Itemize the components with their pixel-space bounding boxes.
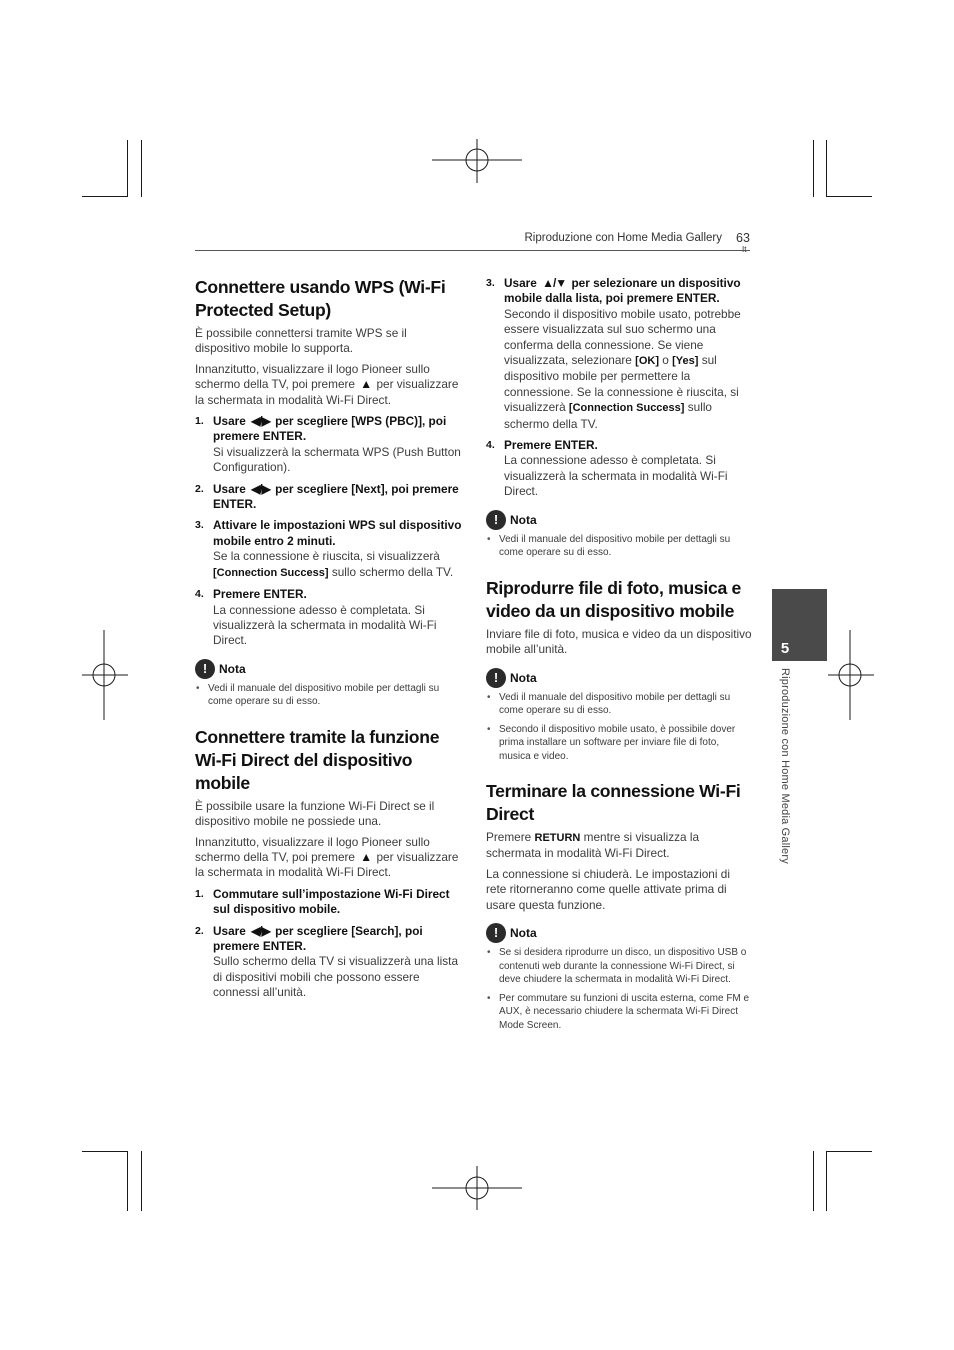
ui-label: [Connection Success] [568,402,685,415]
running-title: Riproduzione con Home Media Gallery [524,232,722,244]
paragraph: È possibile connettersi tramite WPS se il dispositivo mobile lo supporta. [195,326,407,356]
registration-mark-left [80,628,130,722]
note-item: • Secondo il dispositivo mobile usato, è possibile dover prima installare un software per inviare file di foto, musica e video. [499,723,752,764]
section-title: Connettere tramite la funzione Wi-Fi Direct del dispositivo mobile [195,726,440,793]
section-wps [195,276,463,709]
paragraph: È possibile usare la funzione Wi-Fi Direct se il dispositivo mobile ne possiede una. [195,798,435,829]
registration-mark-right [826,628,876,722]
chapter-side-label: Riproduzione con Home Media Gallery [779,668,791,864]
paragraph: Innanzitutto, visualizzare il logo Pioneer sullo schermo della TV, poi premere ▲ per visualizzare la schermata in modalità Wi-Fi Direct. [195,361,459,407]
section-end [486,780,752,1032]
note-heading: ! Nota [195,659,463,679]
section-wifi-direct [195,726,463,1001]
step-item: 3. Attivare le impostazioni WPS sul dispositivo mobile entro 2 minuti. Se la connessione è riuscita, si visualizzerà [Connection Success] sullo schermo della TV. [195,518,462,579]
arrow-left-right-icon: ◀/▶ [251,414,270,429]
step-item: 1. Commutare sull’impostazione Wi-Fi Direct sul dispositivo mobile. [195,886,450,917]
registration-mark-bottom [430,1164,524,1212]
step-item: 2. Usare ◀/▶ per scegliere [Search], poi premere ENTER. Sullo schermo della TV si visualizzerà una lista di dispositivi mobili che possono essere connessi all’unità. [195,923,459,1000]
note-item: • Per commutare su funzioni di uscita esterna, come FM e AUX, è necessario chiudere la schermata Wi-Fi Direct Mode Screen. [499,992,752,1033]
ui-label: [Connection Success] [213,566,329,579]
return-key-label: RETURN [534,832,581,844]
step-item: 4. Premere ENTER. La connessione adesso è completata. Si visualizzerà la schermata in modalità Wi-Fi Direct. [486,438,728,499]
note-heading: ! Nota [486,668,752,688]
note-list [486,946,752,1032]
step-item: 3. Usare ▲/▼ per selezionare un dispositivo mobile dalla lista, poi premere ENTER. Secondo il dispositivo mobile usato, potrebbe essere visualizzata sul suo schermo una conferma della connessione. Se viene visualizzata, selezionare [OK] o [Yes] sul dispositivo mobile per permettere la connessione. Se la connessione è riuscita, si visualizzerà [Connection Success] sullo schermo della TV. [486,276,741,431]
ui-label: [OK] [635,355,659,368]
arrow-left-right-icon: ◀/▶ [251,481,270,496]
paragraph: La connessione si chiuderà. Le impostazioni di rete ritorneranno come quelle attivate prima di usare questa funzione. [486,866,730,912]
arrow-up-down-icon: ▲/▼ [542,276,567,290]
arrow-left-right-icon: ◀/▶ [251,923,270,938]
section-play [486,577,752,763]
arrow-up-icon: ▲ [360,849,372,864]
exclamation-icon: ! [486,510,506,530]
exclamation-icon: ! [486,923,506,943]
note-item: • Vedi il manuale del dispositivo mobile per dettagli su come operare su di esso. [499,691,752,718]
note-item: • Se si desidera riprodurre un disco, un dispositivo USB o contenuti web durante la connessione Wi-Fi Direct, si deve chiudere la schermata in modalità Wi-Fi Direct. [499,946,752,987]
left-column [195,276,463,1005]
paragraph: Innanzitutto, visualizzare il logo Pioneer sullo schermo della TV, poi premere ▲ per visualizzare la schermata in modalità Wi-Fi Direct. [195,834,459,880]
header-rule [195,250,750,251]
note-heading: ! Nota [486,510,752,530]
paragraph: Premere RETURN mentre si visualizza la schermata in modalità Wi-Fi Direct. [486,830,700,861]
note-list [195,682,463,709]
page-number: 63 [736,231,750,245]
registration-mark-top [430,137,524,185]
note-list [486,691,752,764]
ui-label: [Yes] [672,355,699,368]
step-item: 1. Usare ◀/▶ per scegliere [WPS (PBC)], poi premere ENTER. Si visualizzerà la schermata WPS (Push Button Configuration). [195,414,461,475]
note-item: • Vedi il manuale del dispositivo mobile per dettagli su come operare su di esso. [208,682,463,709]
right-column [486,276,752,1037]
arrow-up-icon: ▲ [360,377,372,392]
step-item: 2. Usare ◀/▶ per scegliere [Next], poi premere ENTER. [195,481,459,512]
section-title: Riprodurre file di foto, musica e video da un dispositivo mobile [486,577,742,621]
exclamation-icon: ! [486,668,506,688]
section-title: Connettere usando WPS (Wi-Fi Protected Setup) [195,277,446,320]
exclamation-icon: ! [195,659,215,679]
chapter-tab [772,589,827,661]
section-title: Terminare la connessione Wi-Fi Direct [486,781,741,824]
chapter-number: 5 [780,640,790,657]
note-item: • Vedi il manuale del dispositivo mobile per dettagli su come operare su di esso. [499,533,752,560]
note-heading: ! Nota [486,923,752,943]
paragraph: Inviare file di foto, musica e video da un dispositivo mobile all’unità. [486,626,752,657]
step-item: 4. Premere ENTER. La connessione adesso è completata. Si visualizzerà la schermata in modalità Wi-Fi Direct. [195,587,437,648]
note-list [486,533,752,560]
